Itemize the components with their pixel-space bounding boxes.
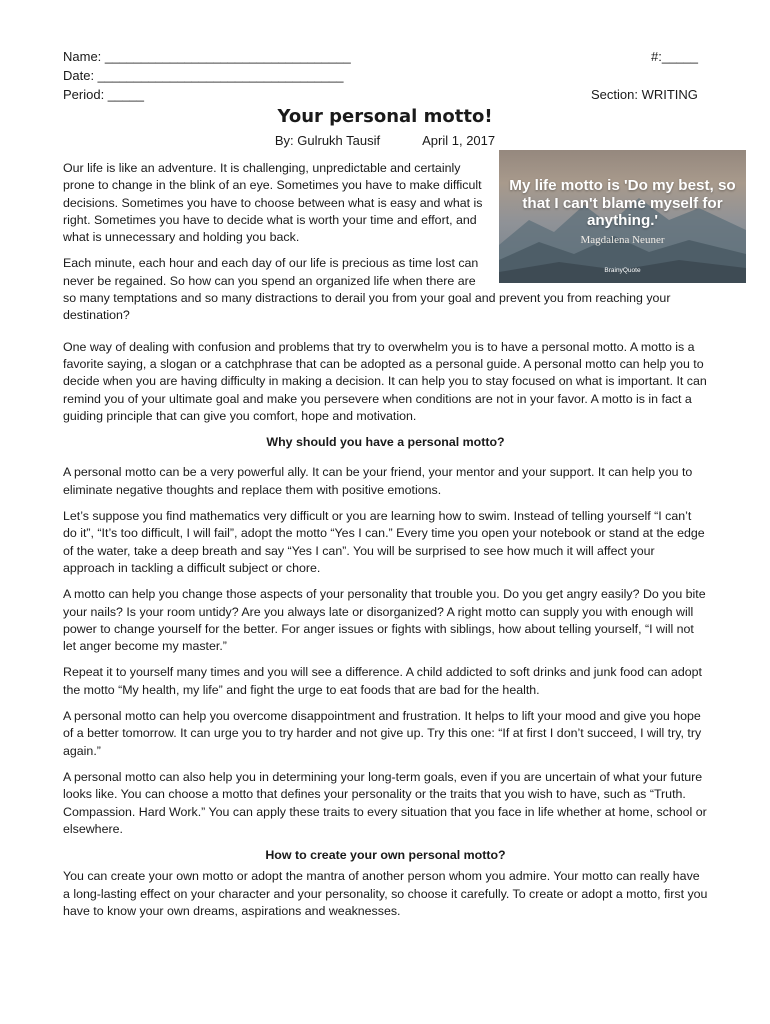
number-field-label: #:_____: [651, 49, 698, 64]
article-body: [63, 160, 736, 929]
paragraph-6: A motto can help you change those aspects of your personality that trouble you. Do you get angry easily? Do you bite your nails? Is your room untidy? Are you always late or disorganized? A right motto can supply you with enough will power to change yourself for the better. For anger issues or fights with siblings, how about telling yourself, “I will not let anger become my master.”: [63, 587, 706, 654]
paragraph-5: Let’s suppose you find mathematics very difficult or you are learning how to swim. Instead of telling yourself “I can’t do it”, “It’s too difficult, I will fail”, adopt the motto “Yes I can.” Every time you open your notebook or stand at the edge of the water, take a deep breath and say “Yes I can”. You will be surprised to see how much it will affect your approach in tackling a difficult subject or chore.: [63, 509, 705, 575]
paragraph-9: A personal motto can also help you in determining your long-term goals, even if you are uncertain of what your future looks like. You can choose a motto that defines your personality or the traits that you wish to have, such as “Truth. Compassion. Hard Work.” You can apply these traits to every situation that you face in life whether at home, school or elsewhere.: [63, 769, 707, 836]
paragraph-2: Each minute, each hour and each day of our life is precious as time lost can never be regained. So how can you spend an organized life when there are so many temptations and so many distractions to derail you from your goal and prevent you from reaching your destination?: [63, 256, 671, 323]
quote-author: Magdalena Neuner: [580, 234, 665, 246]
quote-text: My life motto is 'Do my best, so that I can't blame myself for anything.': [509, 177, 736, 229]
byline-author: By: Gulrukh Tausif: [274, 133, 381, 148]
paragraph-1: Our life is like an adventure. It is challenging, unpredictable and certainly prone to change in the blink of an eye. Sometimes you have to make difficult decisions. Sometimes you have to choose between what is easy and what is right. Sometimes you have to decide what is worth your time and effort, and what is unnecessary and holding you back.: [63, 161, 483, 245]
page-title: Your personal motto!: [277, 106, 493, 127]
date-field-label: Date: __________________________________: [63, 68, 344, 83]
byline-date: April 1, 2017: [422, 133, 496, 148]
paragraph-3: One way of dealing with confusion and problems that try to overwhelm you is to have a personal motto. A motto is a favorite saying, a slogan or a catchphrase that can be adopted as a personal guide. A personal motto can help you to decide when you are having difficulty in making a decision. It can help you to stay focused on what is important. It can remind you of your ultimate goal and make you persevere when conditions are not in your favor. A motto is in fact a guiding principle that can give you comfort, hope and motivation.: [63, 339, 707, 423]
name-field-label: Name: __________________________________: [63, 49, 351, 64]
byline: [0, 133, 770, 148]
paragraph-8: A personal motto can help you overcome disappointment and frustration. It helps to lift your mood and give you hope of a better tomorrow. It can urge you to try harder and not give up. Try this one: “If at first I don’t succeed, I will try, try again.”: [63, 709, 702, 758]
quote-brand-logo: BrainyQuote: [604, 266, 641, 274]
section-heading-why: Why should you have a personal motto?: [266, 435, 505, 450]
section-label: Section: WRITING: [591, 87, 698, 102]
section-heading-how: How to create your own personal motto?: [265, 848, 506, 863]
paragraph-4: A personal motto can be a very powerful ally. It can be your friend, your mentor and your support. It can help you to eliminate negative thoughts and replace them with positive emotions.: [63, 465, 693, 497]
period-field-label: Period: _____: [63, 87, 144, 102]
paragraph-7: Repeat it to yourself many times and you will see a difference. A child addicted to soft drinks and junk food can adopt the motto “My health, my life” and fight the urge to eat foods that are bad for the health.: [63, 665, 702, 697]
paragraph-10: You can create your own motto or adopt the mantra of another person whom you admire. Your motto can really have a long-lasting effect on your character and your personality, so choose it carefully. To create or adopt a motto, first you have to know your own dreams, aspirations and weaknesses.: [63, 869, 708, 918]
quote-image: [499, 150, 746, 283]
